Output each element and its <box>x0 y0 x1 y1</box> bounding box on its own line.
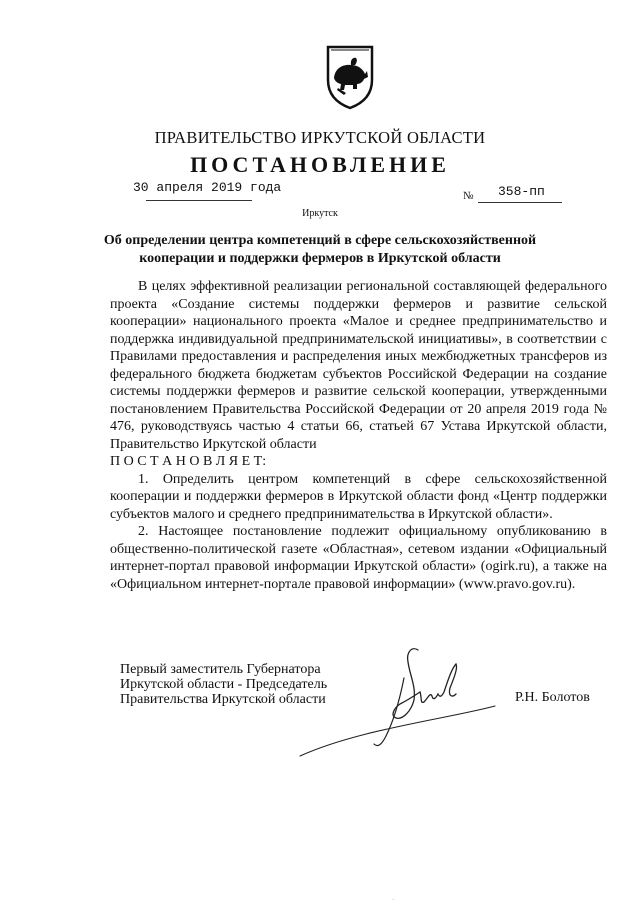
handwritten-signature <box>290 638 510 758</box>
heading-line-1: Об определении центра компетенций в сфере сельскохозяйственной <box>103 233 537 248</box>
item-2-paragraph: 2. Настоящее постановление подлежит официальному опубликованию в общественно-политической газете «Областная», сетевом издании «Официальный интернет-портал правовой информации Иркутской области» (ogirk.ru), а также на «Официальном интернет-портале правовой информации» (www.pravo.gov.ru). <box>110 524 607 592</box>
scan-dot: · <box>392 896 395 904</box>
preamble-paragraph: В целях эффективной реализации региональной составляющей федерального проекта «Создание системы поддержки фермеров и развитие сельской кооперации» национального проекта «Малое и среднее предпринимательство и поддержка индивидуальной предпринимательской инициативы», в соответствии с Правилами предоставления и распределения иных межбюджетных трансферов из федерального бюджета бюджетам субъектов Российской Федерации на создание системы поддержки фермеров и развитие сельской кооперации, утвержденными постановлением Правительства Российской Федерации от 20 апреля 2019 года № 476, руководствуясь частью 4 статьи 66, статьей 67 Устава Иркутской области, Правительство Иркутской области <box>110 279 607 452</box>
heading-line-2: кооперации и поддержки фермеров в Иркутской области <box>139 251 501 266</box>
document-body <box>110 278 607 593</box>
resolves-heading: П О С Т А Н О В Л Я Е Т: <box>110 454 267 469</box>
document-heading <box>60 232 580 268</box>
document-type: ПОСТАНОВЛЕНИЕ <box>190 152 450 177</box>
government-title: ПРАВИТЕЛЬСТВО ИРКУТСКОЙ ОБЛАСТИ <box>154 128 486 147</box>
signer-name: Р.Н. Болотов <box>515 690 590 705</box>
date-underline <box>146 200 252 201</box>
number-underline <box>478 202 562 203</box>
document-date: 30 апреля 2019 года <box>133 180 282 195</box>
position-line-2: Иркутской области - Председатель <box>120 677 328 692</box>
item-1-paragraph: 1. Определить центром компетенций в сфере сельскохозяйственной кооперации и поддержки фермеров в Иркутской области фонд «Центр поддержки субъектов малого и среднего предпринимательства в Иркутской области». <box>110 471 607 522</box>
document-number: 358-пп <box>498 184 545 199</box>
number-label: № <box>463 190 474 202</box>
position-line-1: Первый заместитель Губернатора <box>120 662 321 677</box>
city-name: Иркутск <box>302 208 338 219</box>
coat-of-arms-icon <box>325 44 375 110</box>
position-line-3: Правительства Иркутской области <box>120 692 326 707</box>
